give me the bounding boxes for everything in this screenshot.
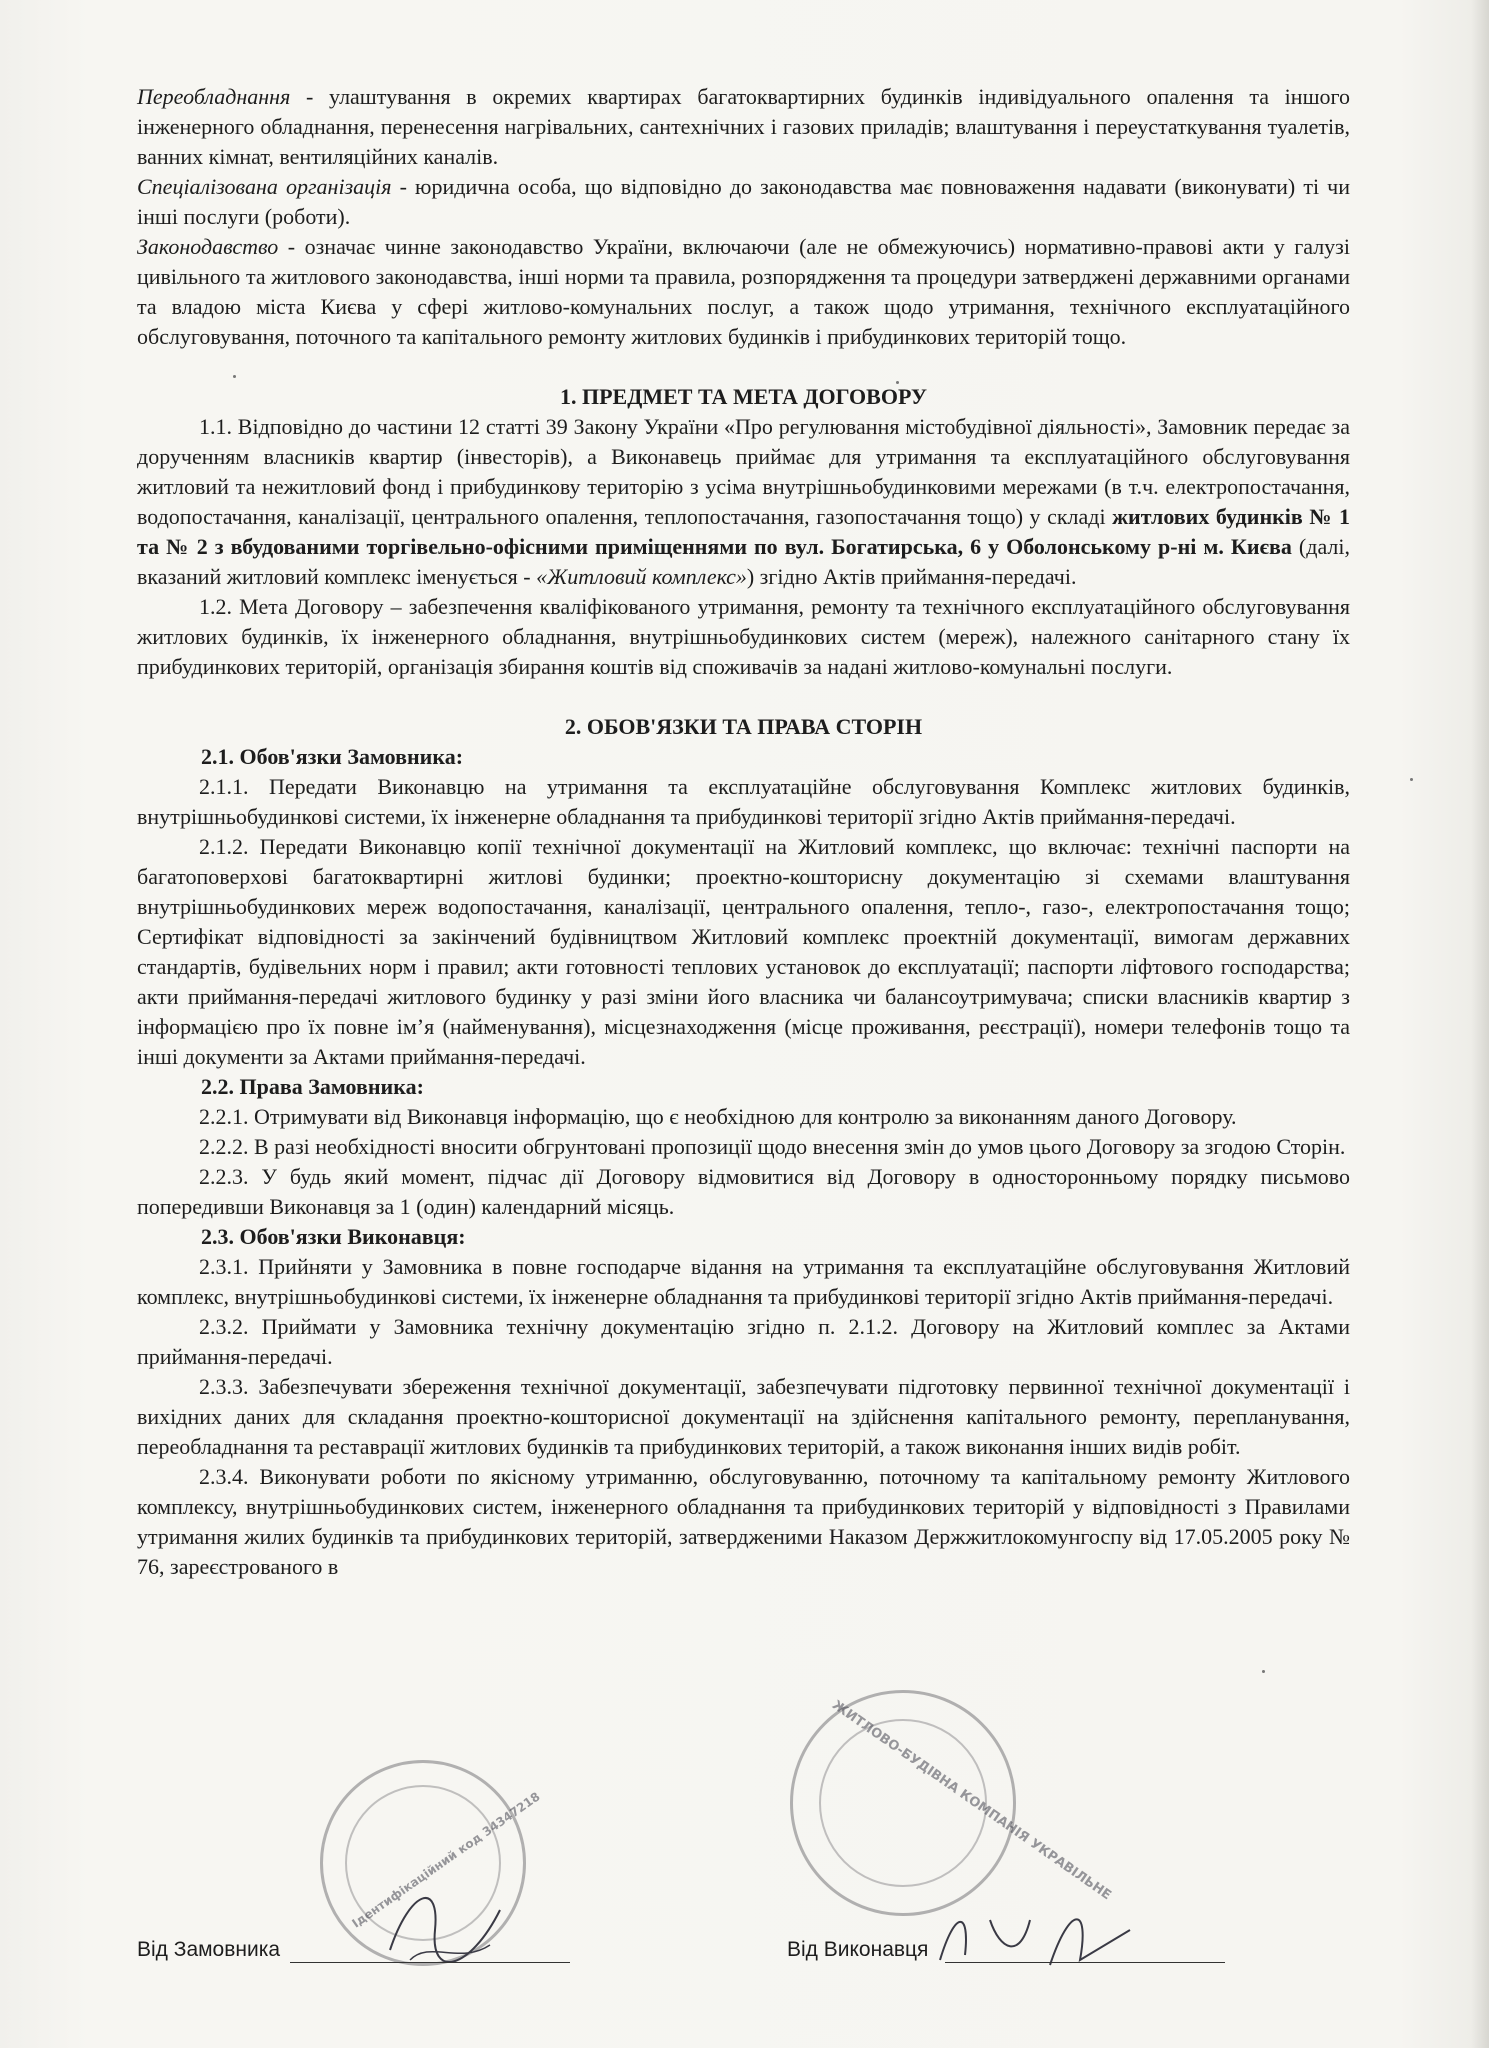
definition-term: Законодавство	[137, 234, 279, 259]
subsection-2-2-heading: 2.2. Права Замовника:	[201, 1074, 424, 1099]
scan-speck	[1410, 778, 1413, 781]
clause-2-1-1: 2.1.1. Передати Виконавцю на утримання та експлуатаційне обслуговування Комплекс житлових будинків, внутрішньобудинкові системи, їх інженерне обладнання та прибудинкові території згідно Актів приймання-передачі.	[137, 774, 1350, 829]
clause-2-3-2: 2.3.2. Приймати у Замовника технічну документацію згідно п. 2.1.2. Договору на Житловий комплес за Актами приймання-передачі.	[137, 1314, 1350, 1369]
contractor-stamp	[790, 1690, 1114, 1916]
clause-1-1-text: 1.1. Відповідно до частини 12 статті 39 Закону України «Про регулювання містобудівної діяльності», Замовник передає за дорученням власників квартир (інвесторів), а Виконавець приймає для утримання та експлуатаційного обслуговування житловий та нежитловий фонд і прибудинкову територію з усіма внутрішньобудинковими мережами (в т.ч. електропостачання, водопостачання, каналізації, центрального опалення, теплопостачання, газопостачання тощо) у складі	[137, 414, 1350, 529]
clause-1-1	[137, 412, 1350, 592]
customer-signature	[380, 1870, 520, 1980]
customer-stamp-text: Ідентифікаційний код 34347218	[349, 1789, 543, 1931]
definition-text: - означає чинне законодавство України, включаючи (але не обмежуючись) нормативно-правові акти у галузі цивільного та житлового законодавства, інші норми та правила, розпорядження та процедури затверджені державними органами та владою міста Києва у сфері житлово-комунальних послуг, а також щодо утримання, технічного експлуатаційного обслуговування, поточного та капітального ремонту житлових будинків і прибудинкових територій тощо.	[137, 234, 1350, 349]
footer-contractor-label: Від Виконавця	[787, 1938, 929, 1961]
scan-speck	[233, 375, 236, 378]
clause-1-1-text-3: ) згідно Актів приймання-передачі.	[746, 564, 1077, 589]
subsection-2-1-heading: 2.1. Обов'язки Замовника:	[201, 744, 464, 769]
clause-2-2-3: 2.2.3. У будь який момент, підчас дії Договору відмовитися від Договору в односторонньому порядку письмово попередивши Виконавця за 1 (один) календарний місяць.	[137, 1164, 1350, 1219]
clause-2-3-1: 2.3.1. Прийняти у Замовника в повне господарче відання на утримання та експлуатаційне обслуговування Житловий комплекс, внутрішньобудинкові системи, їх інженерне обладнання та прибудинкові території згідно Актів приймання-передачі.	[137, 1254, 1350, 1309]
definition-pereobladnannia	[137, 82, 1350, 172]
customer-signature-line	[290, 1962, 570, 1963]
definition-text: - улаштування в окремих квартирах багатоквартирних будинків індивідуального опалення та іншого інженерного обладнання, перенесення нагрівальних, сантехнічних і газових приладів; влаштування і переустаткування туалетів, ванних кімнат, вентиляційних каналів.	[137, 84, 1350, 169]
clause-2-1-2: 2.1.2. Передати Виконавцю копії технічної документації на Житловий комплекс, що включає: технічні паспорти на багатоповерхові багатоквартирні житлові будинки; проектно-кошторисну документацію зі схемами влаштування внутрішньобудинкових мереж водопостачання, каналізації, центрального опалення, тепло-, газо-, електропостачання тощо; Сертифікат відповідності за закінчений будівництвом Житловий комплекс проектній документації, вимогам державних стандартів, будівельних норм і правил; акти готовності теплових установок до експлуатації; паспорти ліфтового господарства; акти приймання-передачі житлового будинку у разі зміни його власника чи балансоутримувача; списки власників квартир з інформацією про їх повне ім’я (найменування), місцезнаходження (місце проживання, реєстрації), номери телефонів тощо та інші документи за Актами приймання-передачі.	[137, 834, 1350, 1069]
clause-1-1-text-2: (далі, вказаний житловий комплекс іменується -	[137, 534, 1350, 589]
footer-customer-label: Від Замовника	[137, 1938, 281, 1961]
contractor-stamp-text: ЖИТЛОВО-БУДІВНА КОМПАНІЯ УКРАВІЛЬНЕ	[829, 1697, 1114, 1904]
section-1-heading: 1. ПРЕДМЕТ ТА МЕТА ДОГОВОРУ	[560, 384, 927, 409]
clause-2-3-4: 2.3.4. Виконувати роботи по якісному утриманню, обслуговуванню, поточному та капітальному ремонту Житлового комплексу, внутрішньобудинкових систем, інженерного обладнання та прибудинкових територій у відповідності з Правилами утримання жилих будинків та прибудинкових територій, затвердженими Наказом Держжитлокомунгоспу від 17.05.2005 року № 76, зареєстрованого в	[137, 1464, 1350, 1579]
clause-1-1-address: житлових будинків № 1 та № 2 з вбудованими торгівельно-офісними приміщеннями по вул. Богатирська, 6 у Оболонському р-ні м. Києва	[137, 504, 1350, 559]
page-edge-shadow	[1471, 0, 1489, 2048]
scan-speck	[1262, 1670, 1265, 1673]
subsection-2-3-heading: 2.3. Обов'язки Виконавця:	[201, 1224, 466, 1249]
definition-term: Спеціалізована організація	[137, 174, 392, 199]
document-body	[137, 82, 1350, 1582]
definition-term: Переобладнання	[137, 84, 291, 109]
definition-zakonodavstvo	[137, 232, 1350, 352]
scan-speck	[896, 381, 899, 384]
clause-2-3-3: 2.3.3. Забезпечувати збереження технічної документації, забезпечувати підготовку первинної технічної документації і вихідних даних для складання проектно-кошторисної документації на здійснення капітального ремонту, перепланування, переобладнання та реставрації житлових будинків та прибудинкових територій, а також виконання інших видів робіт.	[137, 1374, 1350, 1459]
contractor-signature-line	[945, 1962, 1225, 1963]
clause-1-2: 1.2. Мета Договору – забезпечення кваліфікованого утримання, ремонту та технічного експлуатаційного обслуговування житлових будинків, їх інженерного обладнання, внутрішньобудинкових систем (мереж), належного санітарного стану їх прибудинкових територій, організація збирання коштів від споживачів за надані житлово-комунальні послуги.	[137, 594, 1350, 679]
definition-text: - юридична особа, що відповідно до законодавства має повноваження надавати (виконувати) ті чи інші послуги (роботи).	[137, 174, 1350, 229]
section-2-heading: 2. ОБОВ'ЯЗКИ ТА ПРАВА СТОРІН	[564, 714, 923, 739]
definition-spetsializovana	[137, 172, 1350, 232]
clause-2-2-1: 2.2.1. Отримувати від Виконавця інформацію, що є необхідною для контролю за виконанням даного Договору.	[199, 1104, 1237, 1129]
clause-1-1-term: «Житловий комплекс»	[536, 564, 747, 589]
contractor-signature	[930, 1900, 1150, 1980]
clause-2-2-2: 2.2.2. В разі необхідності вносити обгрунтовані пропозиції щодо внесення змін до умов цього Договору за згодою Сторін.	[199, 1134, 1346, 1159]
